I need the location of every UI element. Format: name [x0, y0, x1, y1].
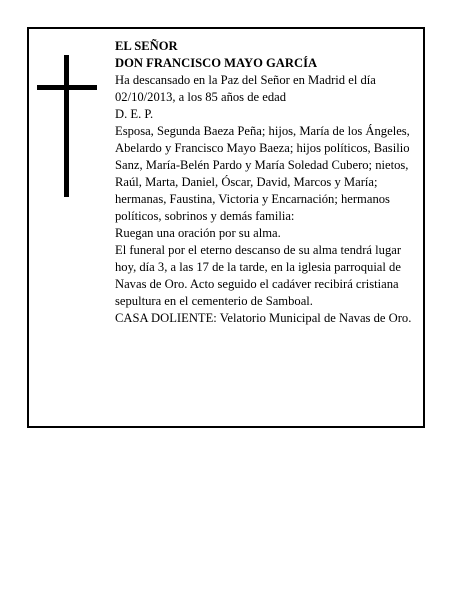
death-announcement: Ha descansado en la Paz del Señor en Madrid el día 02/10/2013, a los 85 años de edad — [115, 73, 376, 104]
cross-horizontal-bar — [37, 85, 97, 90]
prayer-request: Ruegan una oración por su alma. — [115, 226, 281, 240]
obituary-text — [115, 38, 419, 327]
funeral-details: El funeral por el eterno descanso de su alma tendrá lugar hoy, día 3, a las 17 de la tarde, en la iglesia parroquial de Navas de Oro. Acto seguido el cadáver recibirá cristiana sepultura en el cementerio de Samboal. — [115, 243, 402, 308]
family-list: Esposa, Segunda Baeza Peña; hijos, María de los Ángeles, Abelardo y Francisco Mayo Baeza; hijos políticos, Basilio Sanz, María-Belén Pardo y María Soledad Cubero; nietos, Raúl, Marta, Daniel, Óscar, David, Marcos y María; hermanas, Faustina, Victoria y Encarnación; hermanos políticos, sobrinos y demás familia: — [115, 124, 410, 223]
cross-icon — [37, 55, 97, 197]
cross-vertical-bar — [64, 55, 69, 197]
rip-line: D. E. P. — [115, 107, 154, 121]
notice-title-line1: EL SEÑOR — [115, 39, 178, 53]
mourning-house: CASA DOLIENTE: Velatorio Municipal de Navas de Oro. — [115, 311, 412, 325]
deceased-name: DON FRANCISCO MAYO GARCÍA — [115, 56, 318, 70]
